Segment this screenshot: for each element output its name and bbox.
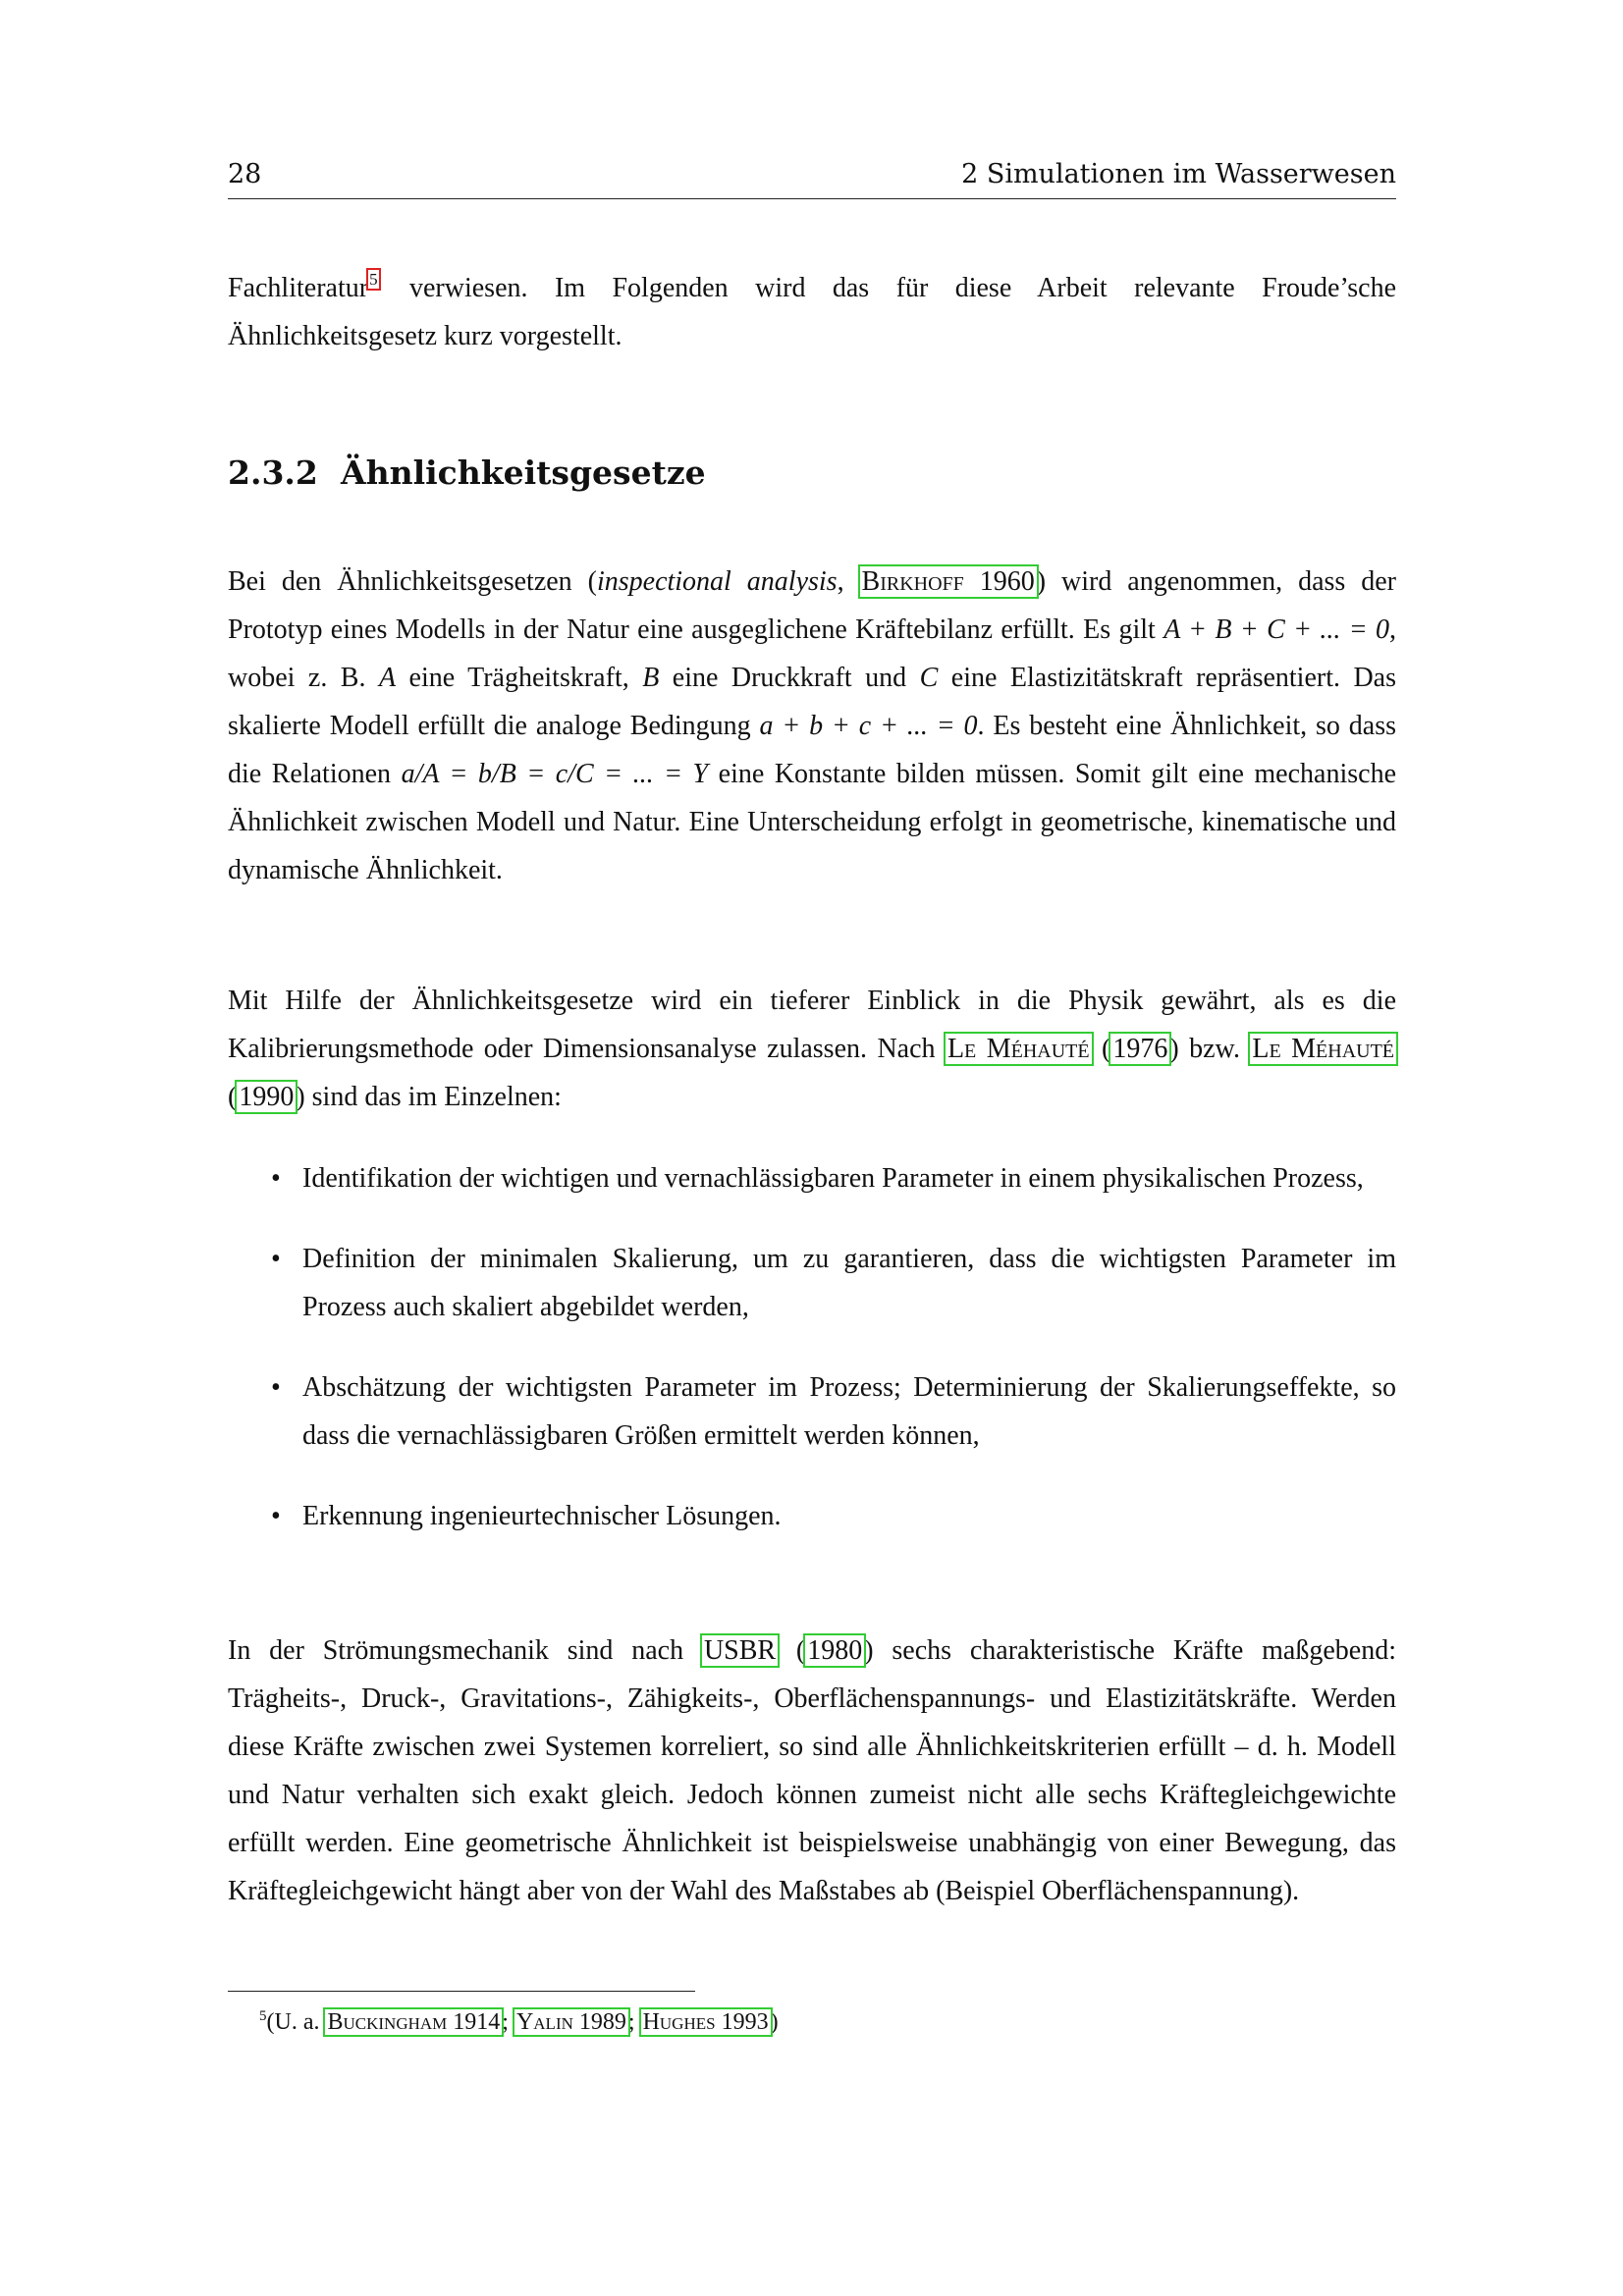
text-run: , wobei z. B.	[228, 614, 1396, 693]
text-run: eine Elastizitätskraft repräsentiert. Das skalierte Modell erfüllt die analoge Bedingung	[228, 663, 1397, 741]
page-number: 28	[228, 159, 262, 189]
text-run: eine Trägheitskraft,	[396, 663, 643, 693]
text-run: Bei den Ähnlichkeitsgesetzen (	[228, 566, 597, 597]
bullet-icon: •	[271, 1372, 281, 1403]
math-variable: A	[378, 663, 397, 693]
citation-link-yalin[interactable]	[514, 2009, 628, 2035]
text-run: sechs charakteristische Kräfte maßgebend: Trägheits-, Druck-, Gravitations-, Zähigkeits-, Oberflächenspannungs- und Elastizitätskräfte. Werden diese Kräfte zwischen zwei Systemen korreliert, so sind alle Ähnlichkeitskriterien erfüllt – d. h. Modell und Natur verhalten sich exakt gleich. Jedoch können zumeist nicht alle sechs Kräftegleichgewichte erfüllt werden. Eine geometrische Ähnlichkeit ist beispielsweise unabhängig von einer Bewegung, das Kräftegleichgewicht hängt aber von der Wahl des Maßstabes ab (Beispiel Oberflächenspannung).	[228, 1635, 1396, 1906]
separator: ;	[627, 2009, 641, 2035]
text-run: eine Druckkraft und	[659, 663, 920, 693]
citation-author: Yalin	[515, 2009, 573, 2035]
text-run: eine Konstante bilden müssen. Somit gilt eine mechanische Ähnlichkeit zwischen Modell und Natur. Eine Unterscheidung erfolgt in geometrische, kinematische und dynamische Ähnlichkeit.	[228, 759, 1396, 885]
citation-year-link-1990[interactable]: 1990	[239, 1082, 295, 1112]
citation-link-usbr[interactable]: USBR	[703, 1635, 777, 1666]
separator: ;	[502, 2009, 514, 2035]
citation-author: Buckingham	[327, 2009, 448, 2035]
citation-year: 1960	[979, 566, 1035, 597]
italic-term: inspectional analysis	[596, 566, 838, 597]
bullet-icon: •	[271, 1501, 281, 1531]
equation: a + b + c + ... = 0	[759, 711, 978, 741]
citation-year: 1989	[578, 2009, 626, 2035]
text-run: . Es besteht eine Ähnlichkeit, so dass die Relationen	[228, 711, 1396, 789]
citation-author: Hughes	[642, 2009, 716, 2035]
list-item	[228, 1363, 1396, 1460]
equation: a/A = b/B = c/C = ... = Y	[401, 759, 709, 789]
citation-year: 1993	[721, 2009, 769, 2035]
list-item	[228, 1492, 1396, 1540]
citation-link-hughes[interactable]	[641, 2009, 771, 2035]
section-number: 2.3.2	[228, 454, 318, 492]
citation-link-le-mehaute-1990[interactable]	[1250, 1034, 1396, 1064]
paragraph-insight: Mit Hilfe der Ähnlichkeitsgesetze wird ein tieferer Einblick in die Physik gewährt, als es die Kalibrierungsmethode oder Dimensionsanalyse zulassen. Nach Le Méhauté (1976) bzw. Le Méhauté (1990) sind das im Einzelnen:	[228, 986, 1396, 1112]
list-item-text: Erkennung ingenieurtechnischer Lösungen.	[302, 1501, 782, 1531]
section-heading	[228, 454, 706, 492]
footnote-reference-link[interactable]: 5	[369, 270, 378, 289]
running-header	[228, 159, 1396, 199]
text-run: In der Strömungsmechanik sind nach	[228, 1635, 702, 1666]
text-run: )	[770, 2009, 779, 2035]
text-run: (U. a.	[266, 2009, 326, 2035]
footnote	[259, 1999, 779, 2040]
equation: A + B + C + ... = 0	[1163, 614, 1389, 645]
citation-author: Le Méhauté	[1252, 1034, 1395, 1064]
citation-link-buckingham[interactable]	[325, 2009, 502, 2035]
bullet-icon: •	[271, 1163, 281, 1194]
bullet-list	[228, 1154, 1396, 1573]
list-item-text: Definition der minimalen Skalierung, um zu garantieren, dass die wichtigsten Parameter im Prozess auch skaliert abgebildet werden,	[302, 1244, 1396, 1322]
list-item	[228, 1154, 1396, 1202]
citation-link-le-mehaute-1976[interactable]	[946, 1034, 1092, 1064]
citation-year: 1914	[453, 2009, 501, 2035]
bullet-icon: •	[271, 1244, 281, 1274]
footnote-divider	[228, 1991, 695, 1992]
text-run: bzw.	[1178, 1034, 1251, 1064]
citation-year-link-1976[interactable]: 1976	[1112, 1034, 1168, 1064]
text-run: verwiesen. Im Folgenden wird das für diese Arbeit relevante Froude’sche Ähnlichkeitsgesetz kurz vorgestellt.	[228, 273, 1397, 351]
citation-author: Birkhoff	[861, 566, 964, 597]
list-item-text: Abschätzung der wichtigsten Parameter im Prozess; Determinierung der Skalierungseffekte, so dass die vernachlässigbaren Größen ermittelt werden können,	[302, 1372, 1396, 1451]
section-title: Ähnlichkeitsgesetze	[341, 454, 706, 492]
paragraph-fluid-mechanics: In der Strömungsmechanik sind nach USBR (1980) sechs charakteristische Kräfte maßgebend: Trägheits-, Druck-, Gravitations-, Zähigkeits-, Oberflächenspannungs- und Elastizitätskräfte. Werden diese Kräfte zwischen zwei Systemen korreliert, so sind alle Ähnlichkeitskriterien erfüllt – d. h. Modell und Natur verhalten sich exakt gleich. Jedoch können zumeist nicht alle sechs Kräftegleichgewichte erfüllt werden. Eine geometrische Ähnlichkeit ist beispielsweise unabhängig von einer Bewegung, das Kräftegleichgewicht hängt aber von der Wahl des Maßstabes ab (Beispiel Oberflächenspannung).	[228, 1635, 1396, 1906]
text-run: Fachliteratur	[228, 273, 369, 303]
text-run: sind das im Einzelnen:	[304, 1082, 562, 1112]
math-variable: B	[642, 663, 660, 693]
text-run: ) wird angenommen, dass der Prototyp eines Modells in der Natur eine ausgeglichene Kräftebilanz erfüllt. Es gilt	[228, 566, 1397, 645]
citation-link-birkhoff[interactable]	[860, 566, 1037, 597]
footnote-mark: 5	[259, 2008, 267, 2024]
citation-author: Le Méhauté	[947, 1034, 1090, 1064]
list-item	[228, 1235, 1396, 1331]
math-variable: C	[919, 663, 939, 693]
citation-year-link-1980[interactable]: 1980	[807, 1635, 863, 1666]
text-run: ,	[837, 566, 860, 597]
text-run: Mit Hilfe der Ähnlichkeitsgesetze wird ein tieferer Einblick in die Physik gewährt, als es die Kalibrierungsmethode oder Dimensionsanalyse zulassen. Nach	[228, 986, 1396, 1064]
paragraph-similarity-laws	[228, 558, 1396, 894]
chapter-title: 2 Simulationen im Wasserwesen	[961, 159, 1396, 189]
list-item-text: Identifikation der wichtigen und vernachlässigbaren Parameter in einem physikalischen Prozess,	[302, 1163, 1364, 1194]
paragraph-intro	[228, 255, 1396, 360]
